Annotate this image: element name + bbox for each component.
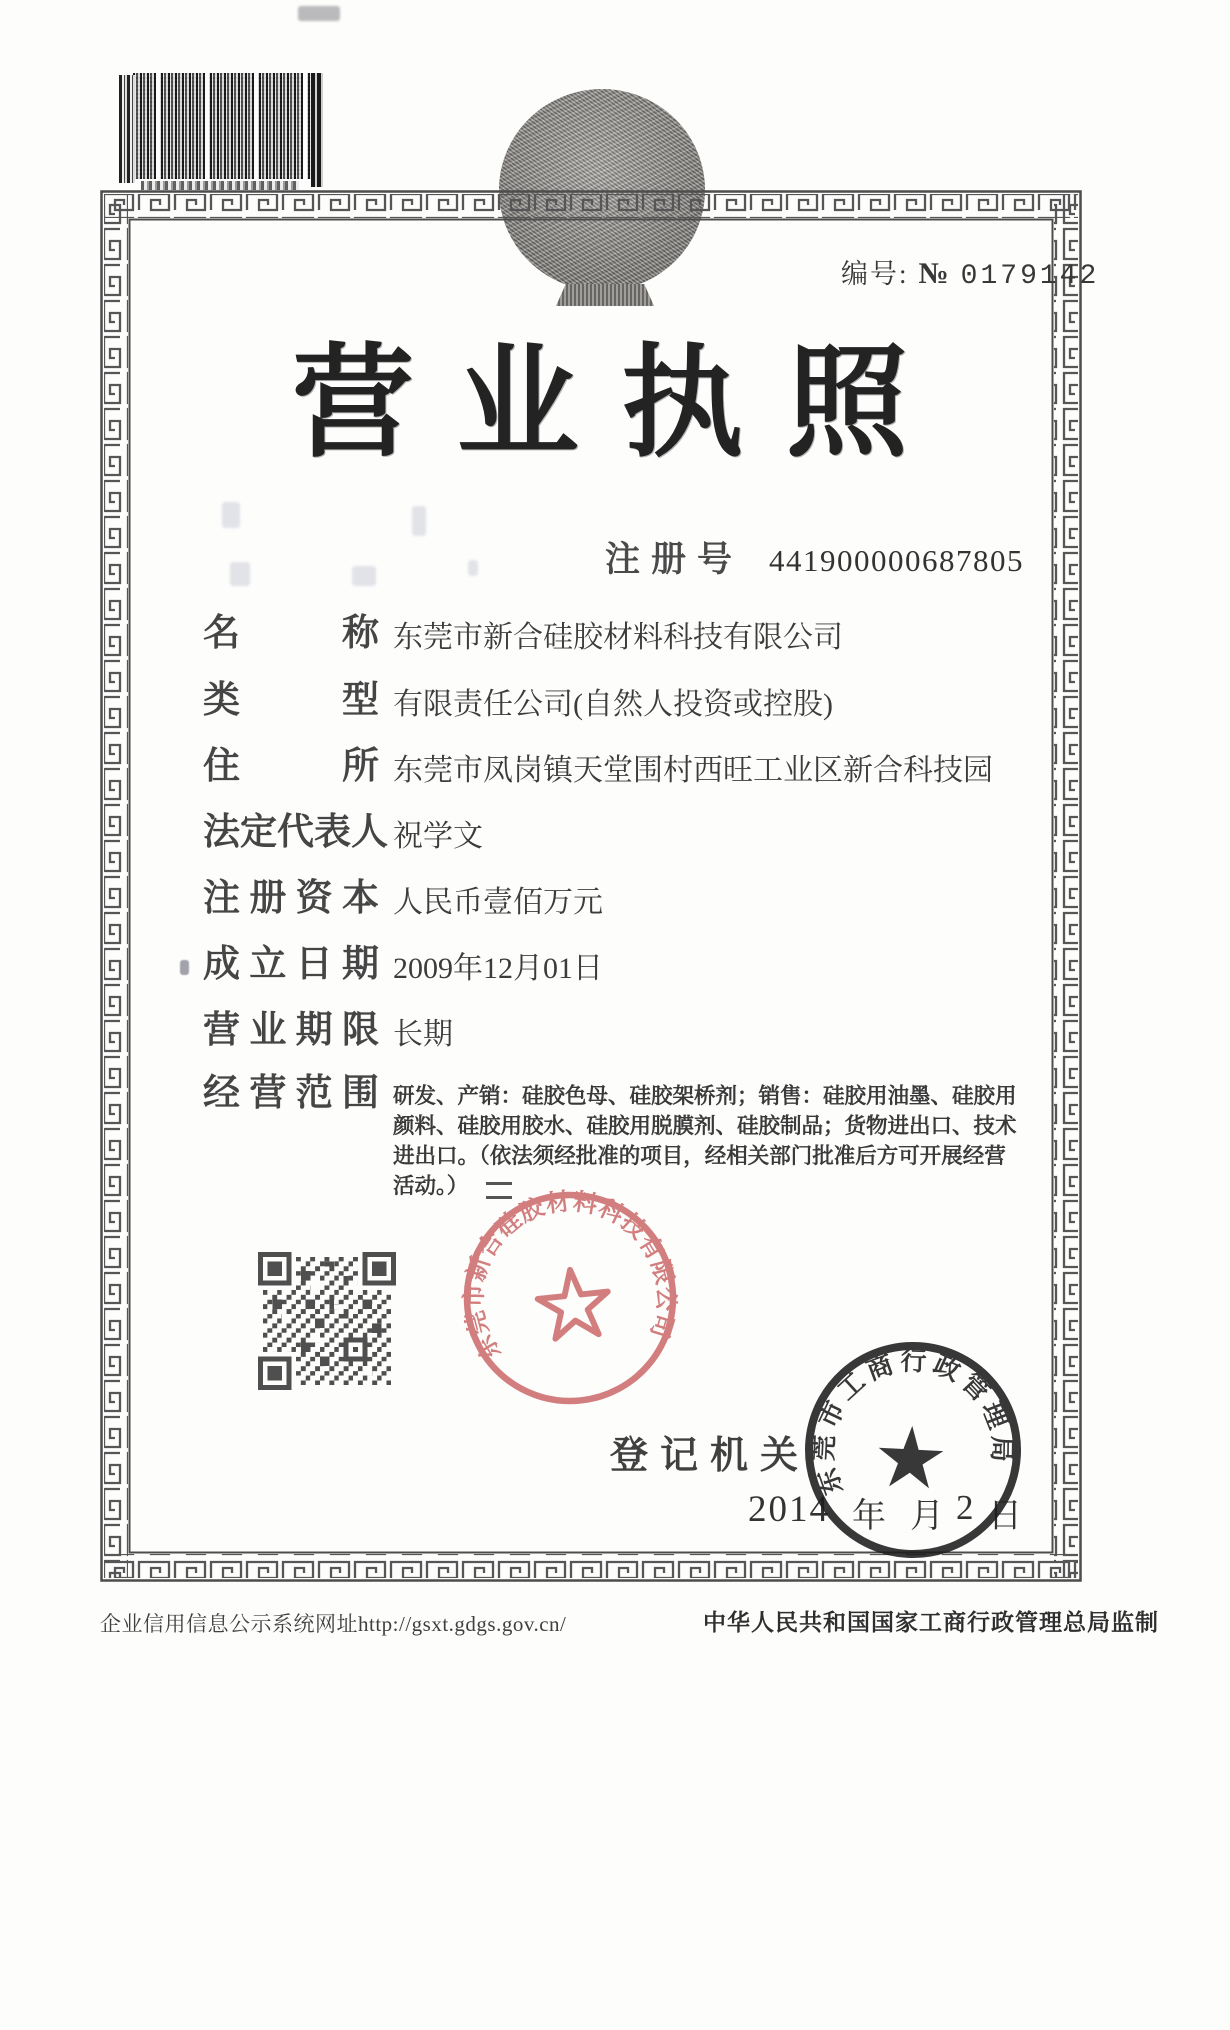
scan-artifact xyxy=(412,506,426,536)
registrar-seal xyxy=(795,1332,1030,1567)
field-label: 成 立 日 期 xyxy=(203,944,379,985)
company-seal xyxy=(433,1161,708,1436)
footer-issuing-authority: 中华人民共和国国家工商行政管理总局监制 xyxy=(703,1610,1159,1635)
scan-artifact xyxy=(222,502,240,528)
star-icon xyxy=(535,1266,612,1340)
field-value: 祝学文 xyxy=(393,820,483,853)
field-label: 营 业 期 限 xyxy=(203,1010,379,1051)
field-label: 经 营 范 围 xyxy=(203,1073,379,1114)
field-value: 东莞市凤岗镇天堂围村西旺工业区新合科技园 xyxy=(393,754,993,787)
issue-date-day: 2 xyxy=(956,1488,974,1527)
serial-number-line xyxy=(841,252,1099,292)
registrar-label: 登 记 机 关 xyxy=(610,1435,798,1477)
footer-public-info-url: 企业信用信息公示系统网址http://gsxt.gdgs.gov.cn/ xyxy=(100,1612,567,1636)
scan-artifact xyxy=(298,6,340,21)
field-value: 长期 xyxy=(393,1018,453,1051)
registration-number-label: 注册号 xyxy=(605,540,744,579)
scan-artifact xyxy=(230,562,250,586)
barcode-noise-block xyxy=(133,73,319,179)
scan-artifact xyxy=(468,560,478,576)
scan-artifact xyxy=(180,960,189,975)
field-label: 住 所 xyxy=(203,746,379,787)
field-row-type xyxy=(203,679,1073,727)
star-icon xyxy=(877,1424,945,1489)
field-row-address xyxy=(203,745,1073,793)
issue-date-year: 2014 xyxy=(748,1489,830,1530)
scope-line: 活动。） xyxy=(393,1174,469,1198)
field-row-establishment-date xyxy=(203,943,1073,991)
field-label: 名 称 xyxy=(203,613,379,654)
scope-line: 研发、产销：硅胶色母、硅胶架桥剂；销售：硅胶用油墨、硅胶用 xyxy=(393,1084,1017,1108)
registration-number-value: 441900000687805 xyxy=(769,543,1025,578)
field-row-legal-representative xyxy=(203,811,1073,859)
serial-label: 编号: xyxy=(841,259,909,289)
field-row-registered-capital xyxy=(203,877,1073,925)
field-label: 类 型 xyxy=(203,680,379,721)
field-value: 东莞市新合硅胶材料科技有限公司 xyxy=(393,621,843,654)
field-row-name xyxy=(203,612,1073,660)
field-value: 有限责任公司(自然人投资或控股) xyxy=(393,688,833,721)
scope-line: 颜料、硅胶用胶水、硅胶用脱膜剂、硅胶制品；货物进出口、技术 xyxy=(393,1114,1017,1138)
barcode-noise-tail xyxy=(141,181,299,190)
field-value: 2009年12月01日 xyxy=(393,952,603,985)
issue-date-month-unit: 月 xyxy=(910,1498,944,1535)
license-title: 营 业 执 照 xyxy=(292,337,908,472)
scope-line: 进出口。（依法须经批准的项目，经相关部门批准后方可开展经营 xyxy=(393,1144,1006,1168)
registrar-seal-text: 东莞市工商行政管理局 xyxy=(809,1346,1017,1499)
field-label: 法 定 代 表 人 xyxy=(203,812,388,853)
qr-code xyxy=(258,1252,396,1390)
registration-number-line xyxy=(605,532,1024,582)
numero-symbol: № xyxy=(918,257,949,290)
serial-number: 0179142 xyxy=(960,261,1100,292)
scan-artifact xyxy=(352,566,376,586)
issue-date-day-unit: 日 xyxy=(988,1498,1022,1535)
field-row-business-term xyxy=(203,1009,1073,1057)
svg-text:东莞市工商行政管理局 xyxy=(807,1341,1021,1508)
field-label: 注 册 资 本 xyxy=(203,878,379,919)
field-value: 人民币壹佰万元 xyxy=(393,886,603,919)
issue-date-year-unit: 年 xyxy=(852,1498,886,1535)
company-seal-text: 东莞市新合硅胶材料科技有限公司 xyxy=(461,1189,679,1365)
